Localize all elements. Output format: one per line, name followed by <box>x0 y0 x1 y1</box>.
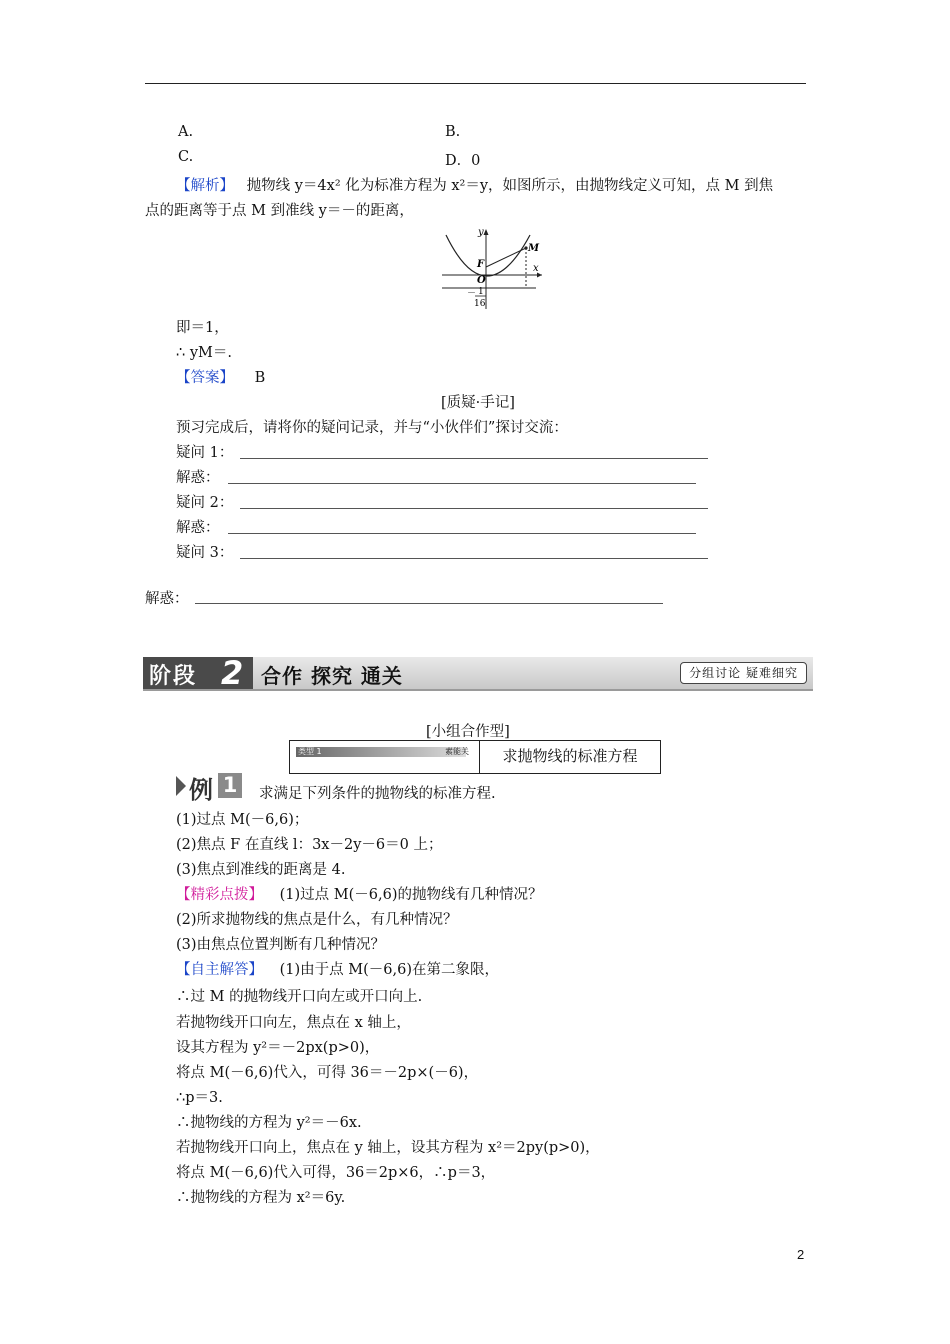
answer-1-label: 解惑： <box>176 470 220 486</box>
stage-number: 2 <box>221 654 244 692</box>
header-rule <box>145 83 806 84</box>
m-label: M <box>528 243 540 254</box>
analysis-tag: 【解析】 <box>176 178 234 194</box>
hint-tag: 【精彩点拨】 <box>176 887 263 903</box>
focus-to-m-line <box>486 248 526 267</box>
solution-line-9: 将点 M(－6,6)代入可得，36＝2p×6，∴p＝3， <box>176 1165 496 1181</box>
f-label: F <box>477 259 485 270</box>
solution-tag: 【自主解答】 <box>176 962 263 978</box>
parabola-figure <box>440 223 550 311</box>
hint-line-1 <box>176 883 542 904</box>
frac-denominator: 16 <box>474 299 486 309</box>
solution-line-3: 若抛物线开口向左，焦点在 x 轴上， <box>176 1015 411 1031</box>
answer-3-line[interactable] <box>195 603 663 604</box>
solution-line-6: ∴p＝3. <box>176 1090 223 1106</box>
hint-line-2: (2)所求抛物线的焦点是什么，有几种情况？ <box>176 912 458 928</box>
stage-title: 合作 探究 通关 <box>261 664 403 688</box>
derivation-line-1: 即＝1， <box>176 320 229 336</box>
parabola-curve <box>446 235 530 276</box>
page-number: 2 <box>797 1247 805 1262</box>
analysis-text-1: 抛物线 y＝4x² 化为标准方程为 x²＝y，如图所示，由抛物线定义可知，点 M 到焦 <box>246 178 774 194</box>
example-prompt: 求满足下列条件的抛物线的标准方程. <box>259 786 496 802</box>
question-3-line[interactable] <box>240 558 708 559</box>
analysis-line-2: 点的距离等于点 M 到准线 y＝－的距离， <box>145 203 414 219</box>
solution-text-1: (1)由于点 M(－6,6)在第二象限， <box>279 962 499 978</box>
solution-line-8: 若抛物线开口向上，焦点在 y 轴上，设其方程为 x²＝2py(p>0)， <box>176 1140 600 1156</box>
y-axis-arrow <box>484 229 489 235</box>
answer-1-line[interactable] <box>228 483 696 484</box>
type-small-left: 类型 1 <box>298 747 322 756</box>
hint-line-3: (3)由焦点位置判断有几种情况？ <box>176 937 386 953</box>
option-b: B. <box>445 124 461 140</box>
condition-2: (2)焦点 F 在直线 l：3x－2y－6＝0 上； <box>176 837 443 853</box>
question-1-label: 疑问 1： <box>176 445 234 461</box>
y-axis-label: y <box>478 227 484 238</box>
option-c: C. <box>178 149 194 165</box>
minus-sign: － <box>467 289 477 299</box>
question-2-line[interactable] <box>240 508 708 509</box>
type-box-left <box>290 741 480 773</box>
group-heading: [小组合作型] <box>426 724 510 740</box>
question-1-line[interactable] <box>240 458 708 459</box>
stage-word: 阶段 <box>149 664 198 689</box>
o-label: O <box>477 275 486 286</box>
stage-left-block <box>143 654 253 692</box>
solution-line-7: ∴抛物线的方程为 y²＝－6x. <box>176 1115 362 1131</box>
solution-line-1 <box>176 958 499 979</box>
example-badge <box>176 772 242 804</box>
stage-right-label: 分组讨论 疑难细究 <box>680 662 807 684</box>
solution-line-10: ∴抛物线的方程为 x²＝6y. <box>176 1190 346 1206</box>
solution-line-2: ∴过 M 的抛物线开口向左或开口向上. <box>176 989 423 1005</box>
example-number: 1 <box>218 773 242 798</box>
answer-line <box>176 366 265 387</box>
type-small-right: 素能关 <box>445 747 469 756</box>
notes-intro: 预习完成后，请将你的疑问记录，并与“小伙伴们”探讨交流： <box>176 420 568 436</box>
solution-line-4: 设其方程为 y²＝－2px(p>0)， <box>176 1040 380 1056</box>
solution-line-5: 将点 M(－6,6)代入，可得 36＝－2p×(－6)， <box>176 1065 479 1081</box>
hint-text-1: (1)过点 M(－6,6)的抛物线有几种情况？ <box>279 887 543 903</box>
answer-2-line[interactable] <box>228 533 696 534</box>
answer-2-label: 解惑： <box>176 520 220 536</box>
stage-banner <box>143 654 813 692</box>
x-axis-label: x <box>533 263 539 274</box>
notes-heading: [质疑·手记] <box>441 395 515 411</box>
frac-numerator: 1 <box>478 287 484 297</box>
type-title: 求抛物线的标准方程 <box>502 747 638 765</box>
question-2-label: 疑问 2： <box>176 495 234 511</box>
condition-1: (1)过点 M(－6,6)； <box>176 812 309 828</box>
answer-tag: 【答案】 <box>176 370 234 386</box>
question-3-label: 疑问 3： <box>176 545 234 561</box>
analysis-line-1 <box>176 174 773 195</box>
answer-value: B <box>254 370 266 386</box>
type-box <box>289 740 661 774</box>
example-arrow-icon <box>176 776 186 796</box>
answer-3-label: 解惑： <box>145 591 189 607</box>
condition-3: (3)焦点到准线的距离是 4. <box>176 862 346 878</box>
derivation-line-2: ∴ yM＝. <box>176 345 232 361</box>
example-word: 例 <box>189 776 213 804</box>
option-d: D．0 <box>445 153 481 169</box>
option-a: A. <box>178 124 194 140</box>
